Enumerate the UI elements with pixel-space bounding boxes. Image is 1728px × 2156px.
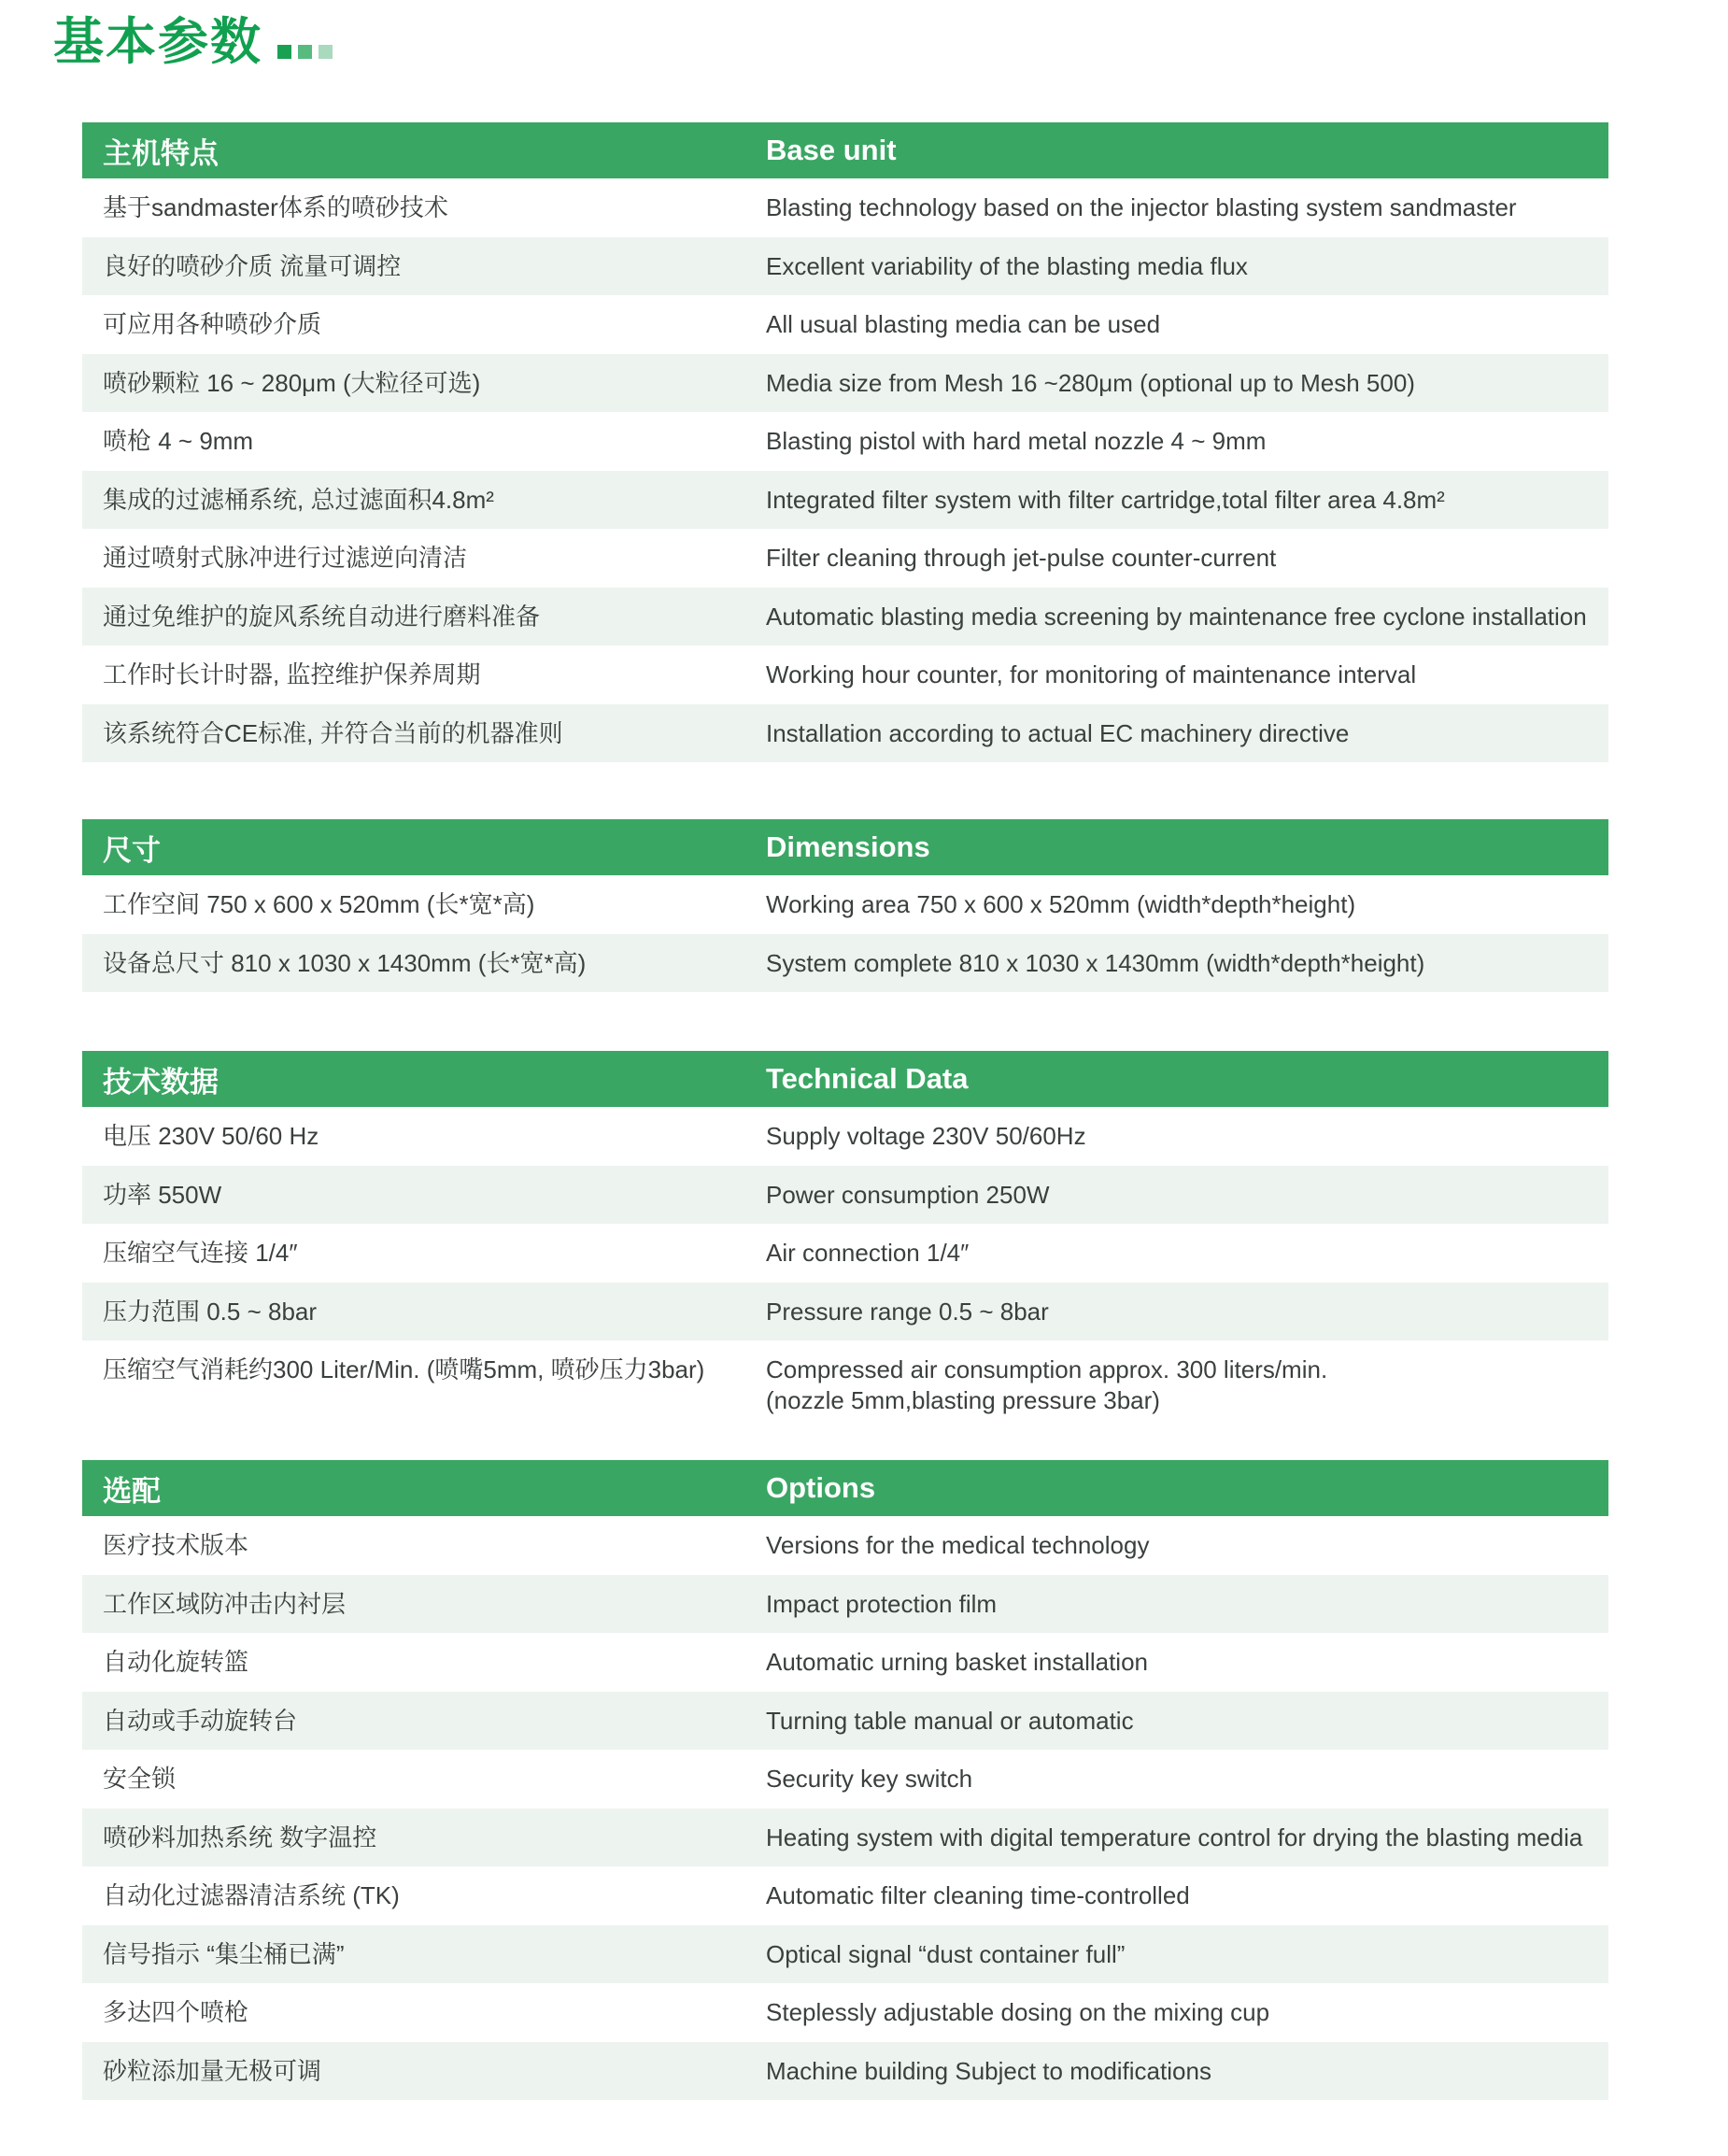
row-cell-zh: 多达四个喷枪 bbox=[103, 1998, 249, 2026]
row-cell-zh: 工作空间 750 x 600 x 520mm (长*宽*高) bbox=[103, 890, 535, 918]
row-cell-zh: 集成的过滤桶系统, 总过滤面积4.8m² bbox=[103, 485, 494, 514]
row-cell-zh: 工作时长计时器, 监控维护保养周期 bbox=[103, 660, 481, 688]
section-header bbox=[82, 819, 1608, 875]
row-cell-en bbox=[766, 1340, 1608, 1416]
row-cell-en: Media size from Mesh 16 ~280μm (optional up to Mesh 500) bbox=[766, 368, 1415, 397]
row-cell-en: Automatic urning basket installation bbox=[766, 1648, 1149, 1676]
row-cell-en: Air connection 1/4″ bbox=[766, 1239, 970, 1267]
table-row bbox=[82, 1575, 1608, 1634]
section-rows bbox=[82, 178, 1608, 762]
table-row bbox=[82, 529, 1608, 588]
row-cell-en-line1: Compressed air consumption approx. 300 liters/min. bbox=[766, 1355, 1328, 1383]
table-row bbox=[82, 934, 1608, 993]
row-cell-zh: 安全锁 bbox=[103, 1765, 177, 1793]
table-row bbox=[82, 471, 1608, 530]
row-cell-zh: 压缩空气连接 1/4″ bbox=[103, 1239, 298, 1267]
table-row bbox=[82, 1750, 1608, 1808]
row-cell-zh: 喷砂料加热系统 数字温控 bbox=[103, 1823, 377, 1851]
section-header-zh: 尺寸 bbox=[103, 833, 161, 867]
row-cell-en: Power consumption 250W bbox=[766, 1180, 1050, 1209]
row-cell-zh: 喷枪 4 ~ 9mm bbox=[103, 427, 254, 455]
row-cell-zh: 砂粒添加量无极可调 bbox=[103, 2056, 322, 2085]
row-cell-en: Working area 750 x 600 x 520mm (width*depth*height) bbox=[766, 890, 1356, 918]
section-header-en: Options bbox=[766, 1471, 876, 1504]
row-cell-en: Installation according to actual EC machinery directive bbox=[766, 718, 1350, 747]
table-row bbox=[82, 1866, 1608, 1925]
row-cell-zh: 该系统符合CE标准, 并符合当前的机器准则 bbox=[103, 718, 563, 747]
table-row bbox=[82, 2042, 1608, 2101]
table-row bbox=[82, 875, 1608, 934]
row-cell-en: Automatic filter cleaning time-controlled bbox=[766, 1881, 1190, 1909]
table-row bbox=[82, 1633, 1608, 1692]
section-header-zh: 选配 bbox=[103, 1474, 161, 1508]
section-technical-data bbox=[82, 1051, 1608, 1437]
section-header bbox=[82, 1460, 1608, 1516]
section-header-en: Base unit bbox=[766, 134, 897, 166]
table-row bbox=[82, 412, 1608, 471]
section-header bbox=[82, 1051, 1608, 1107]
table-row bbox=[82, 1692, 1608, 1751]
row-cell-zh: 自动或手动旋转台 bbox=[103, 1706, 298, 1735]
section-rows bbox=[82, 1516, 1608, 2100]
page-title-row bbox=[53, 14, 333, 70]
table-row bbox=[82, 354, 1608, 413]
row-cell-en: Supply voltage 230V 50/60Hz bbox=[766, 1122, 1086, 1150]
row-cell-zh: 自动化过滤器清洁系统 (TK) bbox=[103, 1881, 400, 1909]
row-cell-en: Impact protection film bbox=[766, 1589, 998, 1618]
table-row bbox=[82, 588, 1608, 646]
section-dimensions bbox=[82, 819, 1608, 992]
row-cell-en: Pressure range 0.5 ~ 8bar bbox=[766, 1297, 1049, 1326]
table-row bbox=[82, 1516, 1608, 1575]
row-cell-zh: 压缩空气消耗约300 Liter/Min. (喷嘴5mm, 喷砂压力3bar) bbox=[103, 1355, 705, 1383]
row-cell-zh: 喷砂颗粒 16 ~ 280μm (大粒径可选) bbox=[103, 368, 481, 397]
table-row bbox=[82, 1340, 1608, 1437]
section-header bbox=[82, 122, 1608, 178]
row-cell-zh: 良好的喷砂介质 流量可调控 bbox=[103, 251, 402, 280]
row-cell-en: Automatic blasting media screening by maintenance free cyclone installation bbox=[766, 602, 1587, 631]
row-cell-en: Blasting technology based on the injector blasting system sandmaster bbox=[766, 193, 1517, 221]
section-header-zh: 主机特点 bbox=[103, 136, 219, 170]
table-row bbox=[82, 1224, 1608, 1283]
row-cell-en: All usual blasting media can be used bbox=[766, 310, 1161, 338]
table-row bbox=[82, 704, 1608, 763]
row-cell-zh: 医疗技术版本 bbox=[103, 1531, 249, 1559]
table-row bbox=[82, 295, 1608, 354]
row-cell-en: Working hour counter, for monitoring of maintenance interval bbox=[766, 660, 1417, 688]
row-cell-zh: 通过喷射式脉冲进行过滤逆向清洁 bbox=[103, 544, 468, 572]
row-cell-en: System complete 810 x 1030 x 1430mm (width*depth*height) bbox=[766, 948, 1425, 977]
row-cell-en: Versions for the medical technology bbox=[766, 1531, 1150, 1559]
page-title: 基本参数 bbox=[53, 14, 262, 70]
table-row bbox=[82, 1983, 1608, 2042]
table-row bbox=[82, 1808, 1608, 1867]
row-cell-zh: 基于sandmaster体系的喷砂技术 bbox=[103, 193, 448, 221]
section-header-zh: 技术数据 bbox=[103, 1065, 219, 1099]
row-cell-en: Heating system with digital temperature control for drying the blasting media bbox=[766, 1823, 1583, 1851]
row-cell-zh: 电压 230V 50/60 Hz bbox=[103, 1122, 319, 1150]
row-cell-zh: 通过免维护的旋风系统自动进行磨料准备 bbox=[103, 602, 541, 631]
row-cell-en: Turning table manual or automatic bbox=[766, 1706, 1134, 1735]
row-cell-en: Steplessly adjustable dosing on the mixing cup bbox=[766, 1998, 1270, 2026]
decor-square-2 bbox=[298, 45, 312, 59]
section-header-en: Dimensions bbox=[766, 830, 930, 863]
section-options bbox=[82, 1460, 1608, 2100]
decor-square-3 bbox=[319, 45, 333, 59]
section-header-en: Technical Data bbox=[766, 1062, 969, 1095]
row-cell-en: Integrated filter system with filter cartridge,total filter area 4.8m² bbox=[766, 485, 1445, 514]
row-cell-en: Blasting pistol with hard metal nozzle 4 ~ 9mm bbox=[766, 427, 1267, 455]
row-cell-zh: 压力范围 0.5 ~ 8bar bbox=[103, 1297, 318, 1326]
row-cell-en: Security key switch bbox=[766, 1765, 973, 1793]
row-cell-en: Optical signal “dust container full” bbox=[766, 1939, 1126, 1968]
decor-square-1 bbox=[277, 45, 291, 59]
row-cell-en-line2: (nozzle 5mm,blasting pressure 3bar) bbox=[766, 1386, 1160, 1414]
table-row bbox=[82, 178, 1608, 237]
section-rows bbox=[82, 1107, 1608, 1437]
row-cell-zh: 可应用各种喷砂介质 bbox=[103, 310, 322, 338]
row-cell-zh: 信号指示 “集尘桶已满” bbox=[103, 1939, 345, 1968]
row-cell-en: Machine building Subject to modifications bbox=[766, 2056, 1211, 2085]
table-row bbox=[82, 237, 1608, 296]
row-cell-zh: 功率 550W bbox=[103, 1180, 222, 1209]
row-cell-zh: 设备总尺寸 810 x 1030 x 1430mm (长*宽*高) bbox=[103, 948, 587, 977]
table-row bbox=[82, 1925, 1608, 1984]
table-row bbox=[82, 1166, 1608, 1225]
row-cell-en: Excellent variability of the blasting media flux bbox=[766, 251, 1248, 280]
section-base-unit bbox=[82, 122, 1608, 762]
table-row bbox=[82, 645, 1608, 704]
row-cell-zh: 工作区域防冲击内衬层 bbox=[103, 1589, 347, 1618]
title-decoration bbox=[277, 45, 333, 59]
row-cell-en: Filter cleaning through jet-pulse counter-current bbox=[766, 544, 1277, 572]
table-row bbox=[82, 1283, 1608, 1341]
row-cell-zh: 自动化旋转篮 bbox=[103, 1648, 249, 1676]
section-rows bbox=[82, 875, 1608, 992]
table-row bbox=[82, 1107, 1608, 1166]
